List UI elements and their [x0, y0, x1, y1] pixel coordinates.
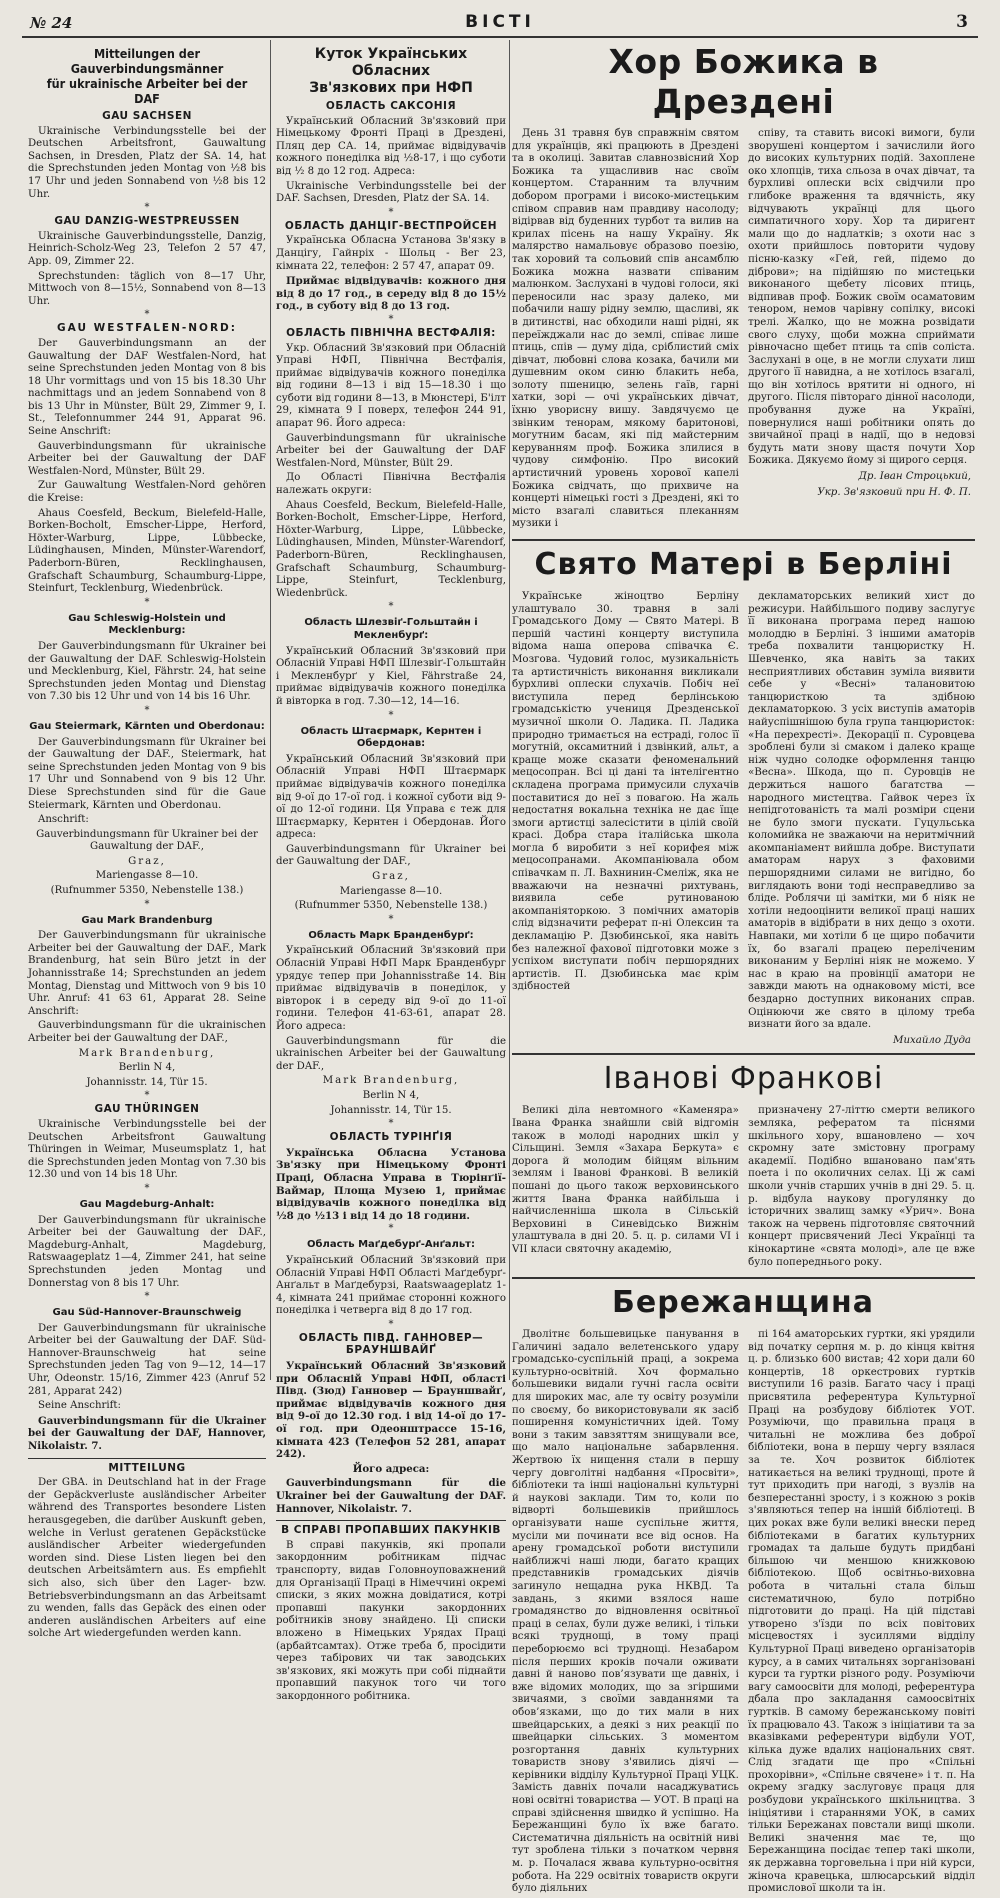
section-heading: Gau Süd-Hannover-Braunschweig: [52, 1307, 242, 1319]
notice-text: Ukrainische Verbindungsstelle bei der DAF. Sachsen, Dresden, Platz der SA. 14.: [276, 180, 506, 205]
notice-text: Ukrainische Verbindungsstelle bei der Deutschen Arbeitsfront Gauwaltung Thüringen in Weimar, Museumsplatz 1, hat die Sprechstunden jeden Montag von 7.30 bis 12.30 und von 14 bis 18 Uhr.: [28, 1118, 266, 1181]
address-line: Johannisstr. 14, Tür 15.: [330, 1104, 452, 1116]
notice-text: Укр. Обласний Зв'язковий при Обласній Управі НФП, Північна Вестфалія, приймає відвідувачів кожного понеділка від години 8—13 і від 15—18.30 і що суботи від години 8—13, в Мюнстері, Б'ілт 29, кімната 9 І поверх, телефон 244 91, апарат 96. Його адреса:: [276, 342, 506, 430]
author-signature: Укр. Зв'язковий при Н. Ф. П.: [817, 486, 971, 498]
article-text: пі 164 аматорських гуртки, які урядили від початку серпня м. р. до кінця квітня ц. р. близько 600 вистав; 42 хори дали 60 концертів, 18 оркестрових гуртків виступили 16 разів. Багато часу і праці присвятила референтура Культурної Праці на розбудову бібліотек УОТ. Розуміючи, що правильна праця в читальні не можлива без доброї бібліотеки, вона в першу чергу взялася за те. Хоч розвиток бібліотек натикається на великі труднощі, проте й тут приходить при нагоді, з вузлів на безперестанні зросту, і з кожною з років з'являються тепер на іншій бібліотеці. В цих роках вже були великі внески перед бібліотеками в багатих культурних громадах та дальше будуть придбані більшою чи меншою книжковою бібліотекою. Щоб освітньо-виховна робота в читальні стала більш систематичною, було потрібно підготовити до праці. На цій підставі утворено з'їзди по всіх повітових місцевостях і зусиллями відділу Культурної Праці виведено організаторів курсу, а в самих читальнях зорганізовані курси та гуртки різного роду. Розуміючи вагу самоосвіти для молоді, референтура дбала про закладання самоосвітніх гуртків. В самому бережанському повіті їх працювало 43. Також з ініціативи та за вказівками референтури відбули УОТ, кілька дуже вдалих національних свят. Слід згадати ще про «Спільні прохорівни», «Спільне свячене» і т. п. На окрему згадку заслуговує праця для розбудови українського шкільництва. З ініціятиви і стараннями УОК, в самих тільки Бережанах повстали вищі школи. Великі значення має те, що Бережанщина посідає тепер такі школи, як державна торговельна і при ній курси, жіноча кравецька, шлюсарський відділ промислової школи та ін.: [748, 1329, 975, 1895]
notice-text: Ukrainische Verbindungsstelle bei der Deutschen Arbeitsfront, Gauwaltung Sachsen, in Dresden, Platz der SA. 14, hat die Sprechstunden jeden Montag von ½8 bis 17 Uhr und jeden Sonnabend von ½8 bis 12 Uhr.: [28, 125, 266, 200]
article-rule: [512, 539, 975, 541]
notice-text: Der Gauverbindungsmann an der Gauwaltung der DAF Westfalen-Nord, hat seine Sprechstunden jeden Montag von 8 bis 18 Uhr vormittags und von 15 bis 18.30 Uhr nachmittags und an jedem Sonnabend von 8 bis 13 Uhr in Münster, Bült 29, Zimmer 9, I. St., Telefonnummer 244 91, Apparat 96. Seine Anschrift:: [28, 337, 266, 438]
separator-star: *: [144, 898, 150, 910]
separator-star: *: [144, 1291, 150, 1303]
page-number: 3: [956, 12, 968, 32]
page-header: [0, 0, 1000, 34]
notice-text: Ukrainische Gauverbindungsstelle, Danzig, Heinrich-Scholz-Weg 23, Telefon 2 57 47, App. 09, Zimmer 22.: [28, 230, 266, 267]
notice-text: Український Обласний Зв'язковий при Обласній Управі НФП, області Півд. (Зюд) Ганновер — Брауншвайґ, приймає відвідувачів кожного дня від 9-ої до 12.30 год. і від 14-ої до 17-ої год. при Одеонштрассе 15-16, кімната 423 (Телефон 52 281, апарат 242).: [276, 1360, 506, 1461]
notice-text: Sprechstunden: täglich von 8—17 Uhr, Mittwoch von 8—15½, Sonnabend von 8—13 Uhr.: [28, 270, 266, 307]
notice-text: Gauverbindungsmann für die ukrainischen Arbeiter bei der Gauwaltung der DAF.,: [28, 1020, 266, 1044]
notice-text: До Області Північна Вестфалія належать округи:: [276, 472, 506, 497]
section-heading: ОБЛАСТЬ ПІВД. ГАННОВЕР—БРАУНШВАЙҐ: [298, 1331, 484, 1357]
section-heading: Gau Mark Brandenburg: [81, 914, 213, 926]
notice-text: Українська Обласна Установа Зв'язку в Данцігу, Гайнріх - Шольц - Вег 23, кімната 22, телефон: 2 57 47, апарат 09.: [276, 235, 506, 272]
section-heading: GAU SACHSEN: [102, 110, 192, 122]
separator-star: *: [388, 1118, 394, 1130]
section-heading: Область Маґдебурґ-Анґальт:: [307, 1239, 475, 1251]
article-body: [512, 128, 975, 533]
section-rule: [28, 1458, 266, 1459]
article-title: Бережанщина: [612, 1285, 875, 1321]
notice-text: Український Обласний Зв'язковий при Німецькому Фронті Праці в Дрездені, Пляц дер СА. 14, приймає відвідувачів кожного понеділка від ½8-17, і що суботи від ½ 8 до 12 год. Адреса:: [276, 115, 506, 177]
address-line: Mark Brandenburg,: [78, 1047, 216, 1059]
article-text: Українське жіноцтво Берліну улаштувало 30. травня в залі Громадського Дому — Свято Матері. В першій частині концерту виступила відома наша оперова співачка Є. Мозгова. Чудовий голос, музикальність та артистичність виконання викликали бурхливі оплески слухачів. Побіч неї виступила перед берлінською громадськістю учениця Дрезденської музичної школи О. Ладика. П. Ладика природно тримається на естраді, голос її могутній, оксамитний і дзвінкий, альт, а краще може сказати феноменальний мецосопран. Всі ці дані та інтелігентно складена програма примусили слухачів поставитися до неї з повагою. На жаль недостатня вокальна техніка не дає їще змоги артистці залесістити в цілій своїй красі. Добра стара італійська школа могла б виробити з неї корифея між мецосопранами. Акомпаніювала обом співачкам п. Л. Вахнинин-Смеліж, яка не вважаючи на незначні рихтувань, виявила себе рутинованою акомпаніяторкою. З помічних аматорів слід відзначити реферат п-ні Олексин та декламацію Р. Дзюбинської, яка навіть без належної фахової підготовки може з успіхом виступати побіч першорядних артистів. П. Дзюбинська має крім здібностей: [512, 591, 739, 993]
separator-star: *: [388, 313, 394, 325]
separator-star: *: [144, 704, 150, 716]
article-rule: [512, 1277, 975, 1279]
address-line: Graz,: [372, 871, 410, 883]
notice-text: Der Gauverbindungsmann für ukrainische Arbeiter bei der Gauwaltung der DAF., Mark Brandenburg, hat sein Büro jetzt in der Johannisstraße 14; Sprechstunden an jedem Montag, Dienstag und Mittwoch von 9 bis 10 Uhr. Anruf: 41 63 61, Apparat 28. Seine Anschrift:: [28, 930, 266, 1017]
notice-text: Gauverbindungsmann für die Ukrainer bei der Gauwaltung der DAF. Hannover, Nikolaistr. 7.: [276, 1477, 506, 1515]
address-line: Mariengasse 8—10.: [95, 870, 199, 882]
article-title: Івановi Франковi: [603, 1061, 884, 1097]
notice-text: Gauverbindungsmann für Ukrainer bei der Gauwaltung der DAF.,: [276, 843, 506, 868]
section-heading: ОБЛАСТЬ ПІВНІЧНА ВЕСТФАЛІЯ:: [286, 326, 496, 339]
article-body: [512, 591, 975, 1047]
section-heading: Gau Steiermark, Kärnten und Oberdonau:: [29, 720, 265, 732]
notice-text: Український Обласний Зв'язковий при Обласній Управі НФП Марк Бранденбург урядує тепер при Johannisstraße 14. Він приймає відвідувачів в понеділок, у вівторок і в середу від 9-ої до 11-ої години. Телефон 41-63-61, апарат 28. Його адреса:: [276, 945, 506, 1032]
separator-star: *: [388, 601, 394, 613]
section-heading: В СПРАВІ ПРОПАВШИХ ПАКУНКІВ: [281, 1524, 501, 1537]
article-body: [512, 1329, 975, 1898]
section-heading: Область Шлезвіґ-Гольштайн і Мекленбурґ:: [304, 617, 478, 641]
notice-text: Ahaus Coesfeld, Beckum, Bielefeld-Halle, Borken-Bocholt, Emscher-Lippe, Herford, Höxter-Warburg, Lippe, Lübbecke, Lüdinghausen, Minden, Münster-Warendorf, Paderborn-Büren, Recklinghausen, Grafschaft Schaumburg, Schaumburg-Lippe, Steinfurt, Tecklenburg, Wiedenbrück.: [276, 499, 506, 599]
column-divider: [270, 40, 271, 1380]
section-heading: ОБЛАСТЬ САКСОНІЯ: [325, 100, 457, 112]
notice-text: Der GBA. in Deutschland hat in der Frage der Gepäckverluste ausländischer Arbeiter während des Transportes besondere Listen herausgegeben, die darüber Auskunft geben, welche in Verlust geratenen Gepäckstücke ausländischer Arbeiter wiedergefunden worden sind. Diese Listen liegen bei den deutschen Arbeitsämtern aus. Es empfiehlt sich also, sich über den Lager- bzw. Betriebsverbindungsmann an das Arbeitsamt zu wenden, falls das Gepäck des einen oder anderen ausländischen Arbeiters auf eine solche Art wiedergefunden werden kann.: [28, 1477, 266, 1640]
address-line: Johannisstr. 14, Tür 15.: [86, 1076, 208, 1088]
section-heading: GAU THÜRINGEN: [94, 1103, 200, 1116]
notice-text: Der Gauverbindungsmann für ukrainische Arbeiter bei der Gauwaltung der DAF., Magdeburg-Anhalt, Magdeburg, Ratswaageplatz 1—4, Zimmer 241, hat seine Sprechstunden jeden Montag und Donnerstag von 8 bis 17 Uhr.: [28, 1214, 266, 1289]
separator-star: *: [388, 913, 394, 925]
notice-text: В справі пакунків, які пропали закордонним робітникам підчас транспорту, видав Головноуповажнений для Організації Праці в Німеччині окремі списки, з яких можна довідатися, котрі пропавші пакунки закордонних робітників знову знайдено. Ці списки вложено в Німецьких Урядах Праці (арбайтсамтах). Отже треба б, просідити через табірових чи так заводських зв'язкових, які можуть при собі піднайти пропавший пакунок того чи того закордонного робітника.: [276, 1539, 506, 1702]
section-heading: Gau Magdeburg-Anhalt:: [79, 1198, 215, 1210]
author-signature: Др. Іван Строцький,: [858, 471, 971, 483]
notice-text: Український Обласний Зв'язковий при Обласній Управі НФП Штаєрмарк приймає відвідувачів кожного понеділка від 9-ої до 17-ої год. і кожної суботи від 9-ої до 12-ої години. Ця Управа є теж для Штаєрмарку, Кернтен і Обердонав. Його адреса:: [276, 753, 506, 841]
notice-text: Seine Anschrift:: [38, 1400, 121, 1412]
section-heading: Область Штаєрмарк, Кернтен і Обердонав:: [300, 725, 482, 750]
section-heading: Область Марк Бранденбурґ:: [308, 929, 474, 941]
column-ukrainian-notices: [276, 40, 506, 1702]
address-line: Mark Brandenburg,: [322, 1075, 460, 1087]
section-heading: GAU DANZIG-WESTPREUSSEN: [54, 215, 240, 228]
separator-star: *: [144, 1090, 150, 1102]
separator-star: *: [388, 1318, 394, 1330]
section-rule: [276, 1520, 506, 1521]
section-heading: GAU WESTFALEN-NORD:: [57, 322, 237, 335]
address-line: Graz,: [128, 855, 166, 867]
section-heading: ОБЛАСТЬ ДАНЦІГ-ВЕСТПРОЙСЕН: [284, 219, 498, 232]
address-line: Mariengasse 8—10.: [339, 885, 443, 897]
article-text: Великі діла невтомного «Каменяра» Івана Франка знайшли свій відгомін також в молоді народних шкіл у Сільщині. Земля «Захара Беркута» є дорога й молодим бійцям вільним землям і Іванові Франкові. В великій пошані до цього також верховинського життя Івана Франка найбільша і найчисленніша школа в Сільській Верховині в Синевідсько Вижнім улаштувала в дні 20. 5. ц. р. силами VI і VII класи святочну академію,: [512, 1105, 739, 1255]
notice-text: Anschrift:: [38, 814, 89, 826]
article-rule: [512, 1053, 975, 1055]
header-rule: [22, 36, 978, 38]
notice-text: Український Обласний Зв'язковий при Обласній Управі НФП Шлезвіґ-Гольштайн і Мекленбурґ у Kiel, Fährstraße 24, приймає відвідувачів кожного понеділка й вівторка в год. 7.30—12, 14—16.: [276, 645, 506, 707]
article-text: День 31 травня був справжнім святом для українців, які працюють в Дрездені та в околиці. Завитав славнозвісний Хор Божика та ущасливив нас своїм концертом. Старанним та влучним добором програми і високо-мистецьким співом справив нам правдиву насолоду; відірвав від буденних турбот та вилив на крилах пісень на нашу Україну. Як малярство намальовує образово поезію, так хоровий та сольовий спів ансамблю Божика можна назвати співаним малюнком. Заслухані в чудові голоси, які переносили нас зразу далеко, ми побачили нашу рідну землю, щасливі, як в дитинстві, нас обходили наші рідні, як переїжджали нас до землі, співає лише птиць, спів — думу діда, сріблистий сміх дівчат, любовні слова козака, бачили ми душевним оком синю блакить неба, золоту пшеницю, зелень гаїв, гарні хатки, зорі — очі українських дівчат, їхню уворисну вишу. Завдячуємо це звінким тенорам, мякому баритонові, могутним басам, які під майстерним керуванням проф. Божика злилися в чудову симфонію. Про високий артистичний уровень хорової капелі Божика свідчать, що прихвиче на концерті німецькі гості з Дрездені, які то місто взагалі славиться плеканням музики і: [512, 128, 739, 530]
column-title: Куток Українських Обласних Зв'язкових при НФП: [309, 46, 473, 96]
notice-text: Der Gauverbindungsmann für ukrainische Arbeiter bei der Gauwaltung der DAF. Süd-Hannover-Braunschweig hat seine Sprechstunden jeden Tag von 9—12, 14—17 Uhr, Odeonstr. 15/16, Zimmer 423 (Anruf 52 281, Apparat 242): [28, 1322, 266, 1397]
address-line: (Rufnummer 5350, Nebenstelle 138.): [50, 885, 244, 897]
notice-text: Український Обласний Зв'язковий при Обласній Управі НФП Області Маґдебурґ-Анґальт в Маґдебурзі, Raatswaageplatz 1-4, кімната 241 приймає сторонні кожного понеділка і четверга від 8 до 17 год.: [276, 1254, 506, 1317]
article-text: призначену 27-літтю смерти великого земляка, рефератом та піснями шкільного хору, вшановлено — хоч скромну зате змістовну програму академії. Подібно вшановано пам'ять поета і по околичних селах. Ці ж самі школи учнів старших учнів в дні 29. 5. ц. р. відбула наукову прогулянку до історичних звалищ замку «Урич». Вона також на червень підготовляє святочний концерт присвячений Лесі Українці та кінокартине «свята молоді», але це вже було попереднього року.: [748, 1105, 975, 1268]
article-title: Свято Матері в Берліні: [534, 547, 953, 582]
column-articles: [512, 40, 975, 1895]
separator-star: *: [144, 596, 150, 608]
column-german-notices: [28, 40, 266, 1640]
notice-text: Zur Gauwaltung Westfalen-Nord gehören die Kreise:: [28, 480, 266, 505]
notice-text: Приймає відвідувачів: кожного дня від 8 до 17 год., в середу від 8 до 15½ год., в суботу від 8 до 13 год.: [276, 275, 506, 313]
masthead-title: ВІСТІ: [465, 12, 535, 32]
notice-text: Gauverbindungsmann für ukrainische Arbeiter bei der Gauwaltung der DAF Westfalen-Nord, Münster, Bült 29.: [276, 432, 506, 469]
notice-text: Der Gauverbindungsmann für Ukrainer bei der Gauwaltung der DAF., Steiermark, hat seine Sprechstunden jeden Montag von 9 bis 17 Uhr und Sonnabend von 9 bis 12 Uhr. Diese Sprechstunden sind für die Gaue Steiermark, Kärnten und Oberdonau.: [28, 736, 266, 811]
article-text: декламаторських великий хист до режисури. Найбільшого подиву заслугує її виконана програма перед нашою молоддю в Берліні. З іншими аматорів треба похвалити танцюристку Н. Шевченко, яка навіть за таких несприятливих обставин зуміла виявити себе у «Весні» талановитою танцюристкою та здібною декламаторкою. З усіх виступів аматорів найуспішнішою була група танцюристок: «На перехресті». Декорації п. Суровцева зроблені були зі смаком і далеко краще ніж чудно солодке оформлення танцю «Весна». Шкода, що п. Суровців не держиться нашого багатства — народного мистецтва. Гайвок через їх непідготованість та малі розміри сцени не було змоги пускати. Гуцульська коломийка не зважаючи на неритмічний акомпаніамент вийшла добре. Виступати аматорам нарух з фаховими першорядними силами не вигідно, бо виглядають вони тоді несправедливо за бліде. Роблячи ці замітки, ми б ніяк не хотіли недооцінити великої праці наших аматорів в відібрати в них дещо з охоти. Навпаки, ми хотіли б це щиро побачити їх, бо взагалі працею переліченим виконаним у Берліні ніяк не можемо. У нас в краю на провінції аматори не завжди мають на однаковому місті, все бездарно доступних виконаних справ. Оцінюючи же свято в цілому треба визнати його за вдале.: [748, 591, 975, 1031]
notice-text: Українська Обласна Установа Зв'язку при Німецькому Фронті Праці, Обласна Управа в Тюрінґії-Ваймар, Площа Музею 1, приймає відвідувачів кожного понеділка від ½8 до ½13 і від 14 до 18 години.: [276, 1146, 506, 1222]
article-text: співу, та ставить високі вимоги, були зворушені концертом і зачислили його до високих культурних подій. Захоплене око хлопців, тиха сльоза в очах дівчат, та бурхливі оплески всіх свідчили про глибоке враження та вдячність, яку відчувають українці для цього симпатичного хору. Хор та диригент мали що до надлатків; з охоти нас з охоти прийшлось повторити чудову пісню-казку «Гей, гей, підемо до діброви»; на підійшяю по мистецьки виконаного щебету лісових птиць, відпивав проф. Божик своїм осаматовим тенором, немов чарівну сопілку, високі трелі. Жалко, що не можна розвідати свого слуху, щоби можна сприймати рівночасно щебет птиць та спів соліста. Заслухані в оце, в не могли слухати лиш другого її навидна, а не хотілось взагалі, що він хотілось врятити ні одного, ні другого. Після півтораго дінної насолоди, пробування дуже на Україні, повернулися наші робітники опять до звичайної праці в надії, що в недовзі будуть мати знову щастя почути Хор Божика. Дякуємо йому зі щирого серця.: [748, 128, 975, 467]
separator-star: *: [144, 202, 150, 214]
notice-text: Der Gauverbindungsmann für Ukrainer bei der Gauwaltung der DAF. Schleswig-Holstein und Mecklenburg, Kiel, Fährstr. 24, hat seine Sprechstunden jeden Montag und Dienstag von 7.30 bis 12 Uhr und von 14 bis 16 Uhr.: [28, 640, 266, 703]
section-heading: MITTEILUNG: [108, 1461, 186, 1474]
section-heading: ОБЛАСТЬ ТУРІНҐІЯ: [329, 1131, 453, 1144]
separator-star: *: [388, 1223, 394, 1235]
notice-text: Gauverbindungsmann für ukrainische Arbeiter bei der Gauwaltung der DAF Westfalen-Nord, Münster, Bült 29.: [28, 440, 266, 477]
article-text: Дволітнє большевицьке панування в Галичині задало велетенського удару громадсько-суспільній праці, а зокрема культурно-освітній. Хоч формально большевики видали гучні гасла освіти для широких мас, але ту освіту розуміли по своєму, бо використовували як засіб поширення комуністичних ідей. Тому вони з таким завзяттям знищували все, що мало національне забарвлення. Жертвою їх нищення стали в першу чергу довголітні надбання «Просвіти», бібліотеки та інші національні культурні й наукові заклади. Тим то, коли по відворті большевиків прийшлось організувати наше суспільне життя, мусіли ми починати все від основ. На арену громадської роботи виступили найближчі наші люди, багато кращих представників громадських діячів загинуло нещадна рука НКВД. Та завдань, з якими взялося наше громадянство до відновлення освітньої праці в селах, були дуже великі, і тільки всякі труднощі, в тому праці переборюємо всі труднощі. Незабаром після перших кроків почали оживати давні й наново пов’язувати ще давніх, і вже відомих молодих, що за згіршими звичаями, з своїми завданнями та обов’язками, що до тих мали в них швейцарських, а деякі з них реакції по швейцарки сільських. З моментом розгортання давніх культурних товариств знову з'явились діячі — керівники відділу Культурної Праці УЦК. Замість давніх почали насаджуватись нові освітні товариства — УОТ. В праці на справі здійснення швидко й успішно. На Бережанщині було їх вже багато. Систематична діяльність на освітній ниві тут зроблена тільки з початком червня м. р. Почалася жвава культурно-освітня робота. На 229 освітніх товариств округи було діяльних: [512, 1329, 739, 1895]
column-divider: [509, 40, 510, 1380]
issue-number: № 24: [30, 14, 73, 32]
section-heading: Gau Schleswig-Holstein und Mecklenburg:: [68, 612, 226, 637]
address-line: (Rufnummer 5350, Nebenstelle 138.): [294, 900, 488, 912]
article-title: Хор Божика в Дрездені: [608, 42, 879, 121]
notice-text: Його адреса:: [352, 1462, 430, 1475]
separator-star: *: [388, 709, 394, 721]
separator-star: *: [144, 309, 150, 321]
address-line: Berlin N 4,: [362, 1089, 420, 1101]
article-body: [512, 1105, 975, 1271]
address-line: Berlin N 4,: [118, 1062, 176, 1074]
notice-text: Gauverbindungsmann für die Ukrainer bei der Gauwaltung der DAF, Hannover, Nikolaistr. 7.: [28, 1414, 266, 1453]
notice-text: Ahaus Coesfeld, Beckum, Bielefeld-Halle, Borken-Bocholt, Emscher-Lippe, Herford, Höxter-Warburg, Lippe, Lübbecke, Lüdinghausen, Minden, Münster-Warendorf, Paderborn-Büren, Recklinghausen, Grafschaft Schaumburg, Schaumburg-Lippe, Steinfurt, Tecklenburg, Wiedenbrück.: [28, 507, 266, 595]
separator-star: *: [388, 206, 394, 218]
separator-star: *: [144, 1182, 150, 1194]
address-line: Gauverbindungsmann für Ukrainer bei der Gauwaltung der DAF.,: [36, 828, 258, 853]
notice-text: Gauverbindungsmann für die ukrainischen Arbeiter bei der Gauwaltung der DAF.,: [276, 1035, 506, 1072]
column-title: Mitteilungen der Gauverbindungsmänner für ukrainische Arbeiter bei der DAF: [46, 46, 248, 106]
author-signature: Михайло Дуда: [893, 1034, 971, 1046]
